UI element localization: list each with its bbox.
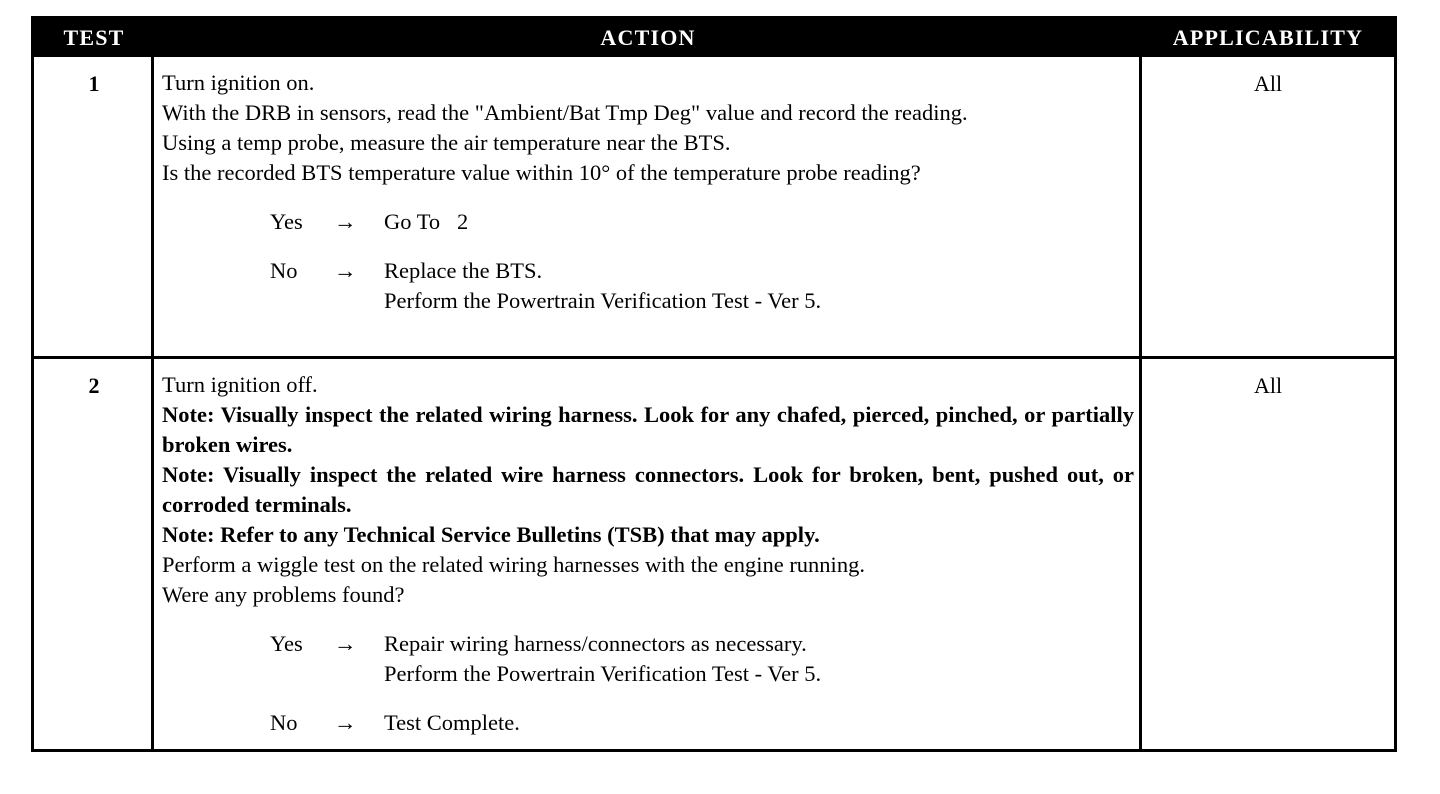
applicability-value: All: [1253, 373, 1283, 398]
yes-result: Perform the Powertrain Verification Test - Ver 5.: [384, 661, 822, 686]
no-branch-continued: [270, 286, 1134, 316]
action-cell: [162, 370, 1134, 738]
yes-result: Go To 2: [384, 209, 469, 234]
action-cell: [162, 68, 1134, 316]
note-line: Note: Visually inspect the related wire harness connectors. Look for broken, bent, pushed out, or corroded terminals.: [162, 462, 1134, 517]
diagnostic-table: [31, 16, 1397, 752]
no-result: Perform the Powertrain Verification Test - Ver 5.: [384, 288, 822, 313]
header-test: TEST: [63, 25, 125, 50]
no-branch: [270, 708, 1134, 738]
arrow-icon: →: [334, 631, 357, 656]
action-line: Turn ignition off.: [162, 372, 318, 397]
yes-branch-continued: [270, 659, 1134, 689]
arrow-icon: →: [334, 258, 357, 283]
action-line: Were any problems found?: [162, 582, 405, 607]
arrow-icon: →: [334, 209, 357, 234]
no-result: Replace the BTS.: [384, 258, 543, 283]
test-number: 2: [88, 373, 100, 398]
yes-result: Repair wiring harness/connectors as necessary.: [384, 631, 807, 656]
action-line: Using a temp probe, measure the air temperature near the BTS.: [162, 130, 731, 155]
no-branch: [270, 256, 1134, 286]
arrow-icon: →: [334, 710, 357, 735]
column-divider: [1139, 57, 1142, 749]
action-line: With the DRB in sensors, read the "Ambient/Bat Tmp Deg" value and record the reading.: [162, 100, 968, 125]
header-applicability: APPLICABILITY: [1172, 25, 1364, 50]
header-action: ACTION: [600, 25, 696, 50]
applicability-value: All: [1253, 71, 1283, 96]
action-line: Turn ignition on.: [162, 70, 315, 95]
column-divider: [151, 57, 154, 749]
action-line: Is the recorded BTS temperature value within 10° of the temperature probe reading?: [162, 160, 921, 185]
action-line: Perform a wiggle test on the related wiring harnesses with the engine running.: [162, 552, 865, 577]
yes-branch: [270, 207, 1134, 237]
yes-label: Yes: [270, 209, 303, 234]
row-divider: [34, 356, 1394, 359]
no-label: No: [270, 258, 298, 283]
test-number: 1: [88, 71, 100, 96]
no-label: No: [270, 710, 298, 735]
no-result: Test Complete.: [384, 710, 520, 735]
table-header: [34, 19, 1394, 57]
note-line: Note: Refer to any Technical Service Bulletins (TSB) that may apply.: [162, 522, 820, 547]
yes-label: Yes: [270, 631, 303, 656]
yes-branch: [270, 629, 1134, 659]
note-line: Note: Visually inspect the related wiring harness. Look for any chafed, pierced, pinched, or partially broken wires.: [162, 402, 1134, 457]
